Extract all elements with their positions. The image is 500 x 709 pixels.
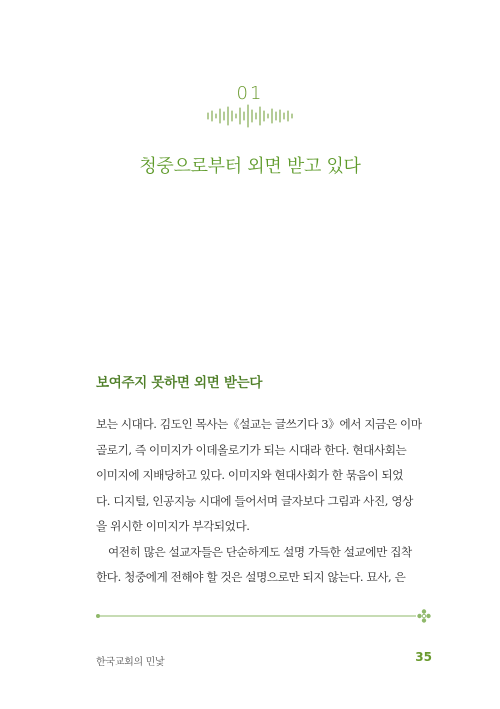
page-number: 35 (415, 650, 432, 664)
section-heading: 보여주지 못하면 외면 받는다 (96, 375, 263, 391)
flower-ornament-icon (417, 609, 430, 622)
footer-book-title: 한국교회의 민낯 (96, 657, 165, 668)
body-line: 여전히 많은 설교자들은 단순하게도 설명 가득한 설교에만 집착 (108, 544, 412, 559)
body-line: 다. 디지털, 인공지능 시대에 들어서며 글자보다 그림과 사진, 영상 (96, 493, 413, 508)
chapter-title: 청중으로부터 외면 받고 있다 (139, 156, 361, 177)
body-line: 보는 시대다. 김도인 목사는《설교는 글쓰기다 3》에서 지금은 이마 (96, 417, 422, 431)
footer-divider (94, 608, 434, 624)
body-line: 을 위시한 이미지가 부각되었다. (96, 519, 250, 533)
sound-wave-ornament (206, 104, 294, 128)
body-line: 골로기, 즉 이미지가 이데올로기가 되는 시대라 한다. 현대사회는 (96, 442, 407, 457)
body-line: 이미지에 지배당하고 있다. 이미지와 현대사회가 한 묶음이 되었 (96, 468, 404, 482)
body-text (96, 412, 436, 591)
chapter-number: 01 (236, 83, 264, 104)
body-line: 한다. 청중에게 전해야 할 것은 설명으로만 되지 않는다. 묘사, 은 (96, 570, 406, 584)
